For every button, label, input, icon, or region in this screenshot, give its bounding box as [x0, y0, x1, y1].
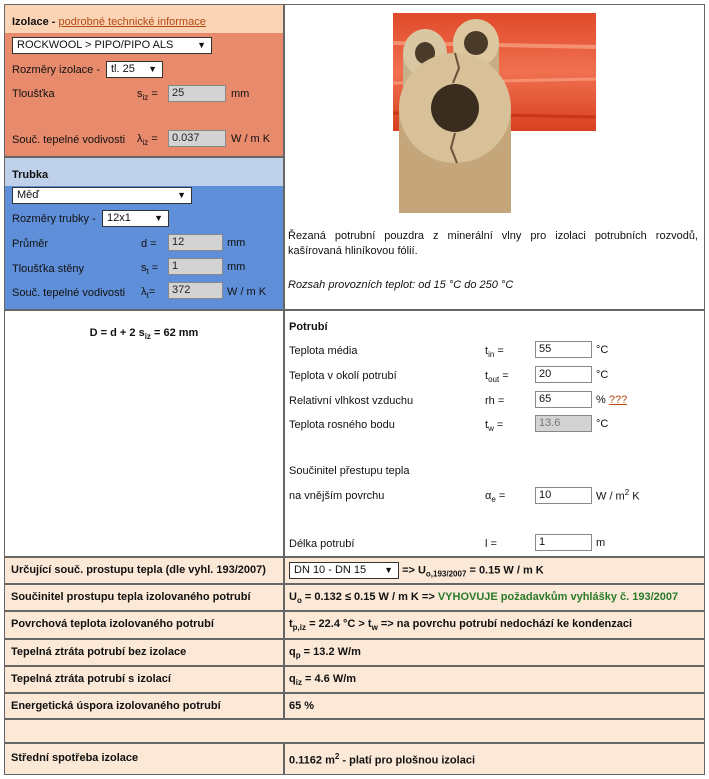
result-value-loss-bare: $q_p = 13.2$ W/m [284, 639, 705, 666]
izolace-panel [4, 4, 284, 157]
delka-input[interactable]: 1 [535, 534, 592, 551]
dn-select[interactable]: DN 10 - DN 15 ▼ [289, 562, 399, 579]
prumer-field: 12 [168, 234, 223, 251]
technical-info-link[interactable]: podrobné technické informace [58, 16, 206, 28]
tloustka-symbol: $s_{iz}$ = [137, 88, 158, 103]
vlhkost-unit: % ??? [596, 394, 628, 406]
result-label-u193: Určující souč. prostupu tepla (dle vyhl. 193/2007) [4, 557, 284, 584]
product-photo [393, 13, 596, 213]
delka-symbol: l = [485, 538, 497, 550]
teplota-okoli-input[interactable]: 20 [535, 366, 592, 383]
trubka-lambda-unit: W / m K [227, 286, 267, 298]
potrubi-panel [284, 310, 705, 557]
result-label-loss-bare: Tepelná ztráta potrubí bez izolace [4, 639, 284, 666]
trubka-lambda-symbol: $\lambda_t=$ [141, 286, 156, 301]
teplota-media-symbol: $t_{in}$ = [485, 345, 504, 360]
izolace-lambda-field: 0.037 [168, 130, 226, 147]
trubka-rozmery-select[interactable]: 12x1 ▼ [102, 210, 169, 227]
result-value-u193: DN 10 - DN 15 ▼ => $U_{o,193/2007} = 0.15$ W / m K [284, 557, 705, 584]
izolace-rozmery-label: Rozměry izolace - [12, 64, 101, 76]
prumer-label: Průměr [12, 238, 49, 250]
prumer-unit: mm [227, 237, 246, 249]
vlhkost-symbol: rh = [485, 395, 505, 407]
teplota-media-unit: °C [596, 344, 609, 356]
rosny-bod-field: 13.6 [535, 415, 592, 432]
tloustka-field: 25 [168, 85, 226, 102]
rosny-bod-symbol: $t_w$ = [485, 419, 504, 434]
prumer-symbol: d = [141, 238, 157, 250]
result-label-uo: Součinitel prostupu tepla izolovaného potrubí [4, 584, 284, 611]
product-select[interactable]: ROCKWOOL > PIPO/PIPO ALS ▼ [12, 37, 212, 54]
result-label-surface-temp: Povrchová teplota izolovaného potrubí [4, 611, 284, 639]
result-label-loss-insulated: Tepelná ztráta potrubí s izolací [4, 666, 284, 693]
result-value-uo: $U_o = 0.132 \le 0.15$ W / m K => VYHOVUJE požadavkům vyhlášky č. 193/2007 [284, 584, 705, 611]
teplota-media-input[interactable]: 55 [535, 341, 592, 358]
result-value-loss-insulated: $q_{iz} = 4.6$ W/m [284, 666, 705, 693]
diameter-panel [4, 310, 284, 557]
teplota-okoli-label: Teplota v okolí potrubí [289, 370, 397, 382]
izolace-lambda-unit: W / m K [231, 133, 271, 145]
rosny-bod-label: Teplota rosného bodu [289, 419, 395, 431]
product-description: Řezaná potrubní pouzdra z minerální vlny pro izolaci potrubních rozvodů, kašírovaná hliníkovou fólií. [288, 230, 698, 257]
result-label-savings: Energetická úspora izolovaného potrubí [4, 693, 284, 719]
result-value-surface-temp: $t_{p,iz} = 22.4$ $^\circ C > t_w$ => na povrchu potrubí nedochází ke kondenzaci [284, 611, 705, 639]
stena-field: 1 [168, 258, 223, 275]
trubka-panel [4, 157, 284, 310]
material-select[interactable]: Měď ▼ [12, 187, 192, 204]
prestup-unit: W / $m^2$ K [596, 488, 640, 503]
result-value-savings: 65 % [284, 693, 705, 719]
izolace-title: Izolace [12, 16, 49, 28]
prestup-label-1: Součinitel přestupu tepla [289, 465, 410, 477]
izolace-header: Izolace - podrobné technické informace [5, 5, 283, 33]
stena-label: Tloušťka stěny [12, 263, 84, 275]
teplota-media-label: Teplota média [289, 345, 358, 357]
product-info-panel [284, 4, 705, 310]
chevron-down-icon: ▼ [154, 213, 163, 223]
stena-unit: mm [227, 261, 246, 273]
trubka-header [5, 158, 283, 186]
trubka-title: Trubka [12, 169, 49, 181]
izolace-lambda-symbol: $\lambda_{iz}$ = [137, 133, 158, 148]
potrubi-title: Potrubí [289, 321, 328, 333]
tloustka-unit: mm [231, 88, 250, 100]
izolace-lambda-label: Souč. tepelné vodivosti [12, 134, 126, 146]
temperature-range: Rozsah provozních teplot: od 15 °C do 250 °C [288, 279, 514, 291]
spacer-row [4, 719, 705, 743]
tloustka-label: Tloušťka [12, 88, 55, 100]
trubka-lambda-field: 372 [168, 282, 223, 299]
result-value-consumption: 0.1162 $m^2$ - platí pro plošnou izolaci [284, 743, 705, 775]
vlhkost-label: Relativní vlhkost vzduchu [289, 395, 414, 407]
outer-diameter-formula: D = d + 2 $s_{iz} = 62$ mm [89, 327, 199, 342]
trubka-lambda-label: Souč. tepelné vodivosti [12, 287, 126, 299]
compliance-status: VYHOVUJE požadavkům vyhlášky č. 193/2007 [437, 591, 679, 603]
vlhkost-help-link[interactable]: ??? [608, 394, 628, 406]
chevron-down-icon: ▼ [384, 565, 393, 575]
chevron-down-icon: ▼ [197, 40, 206, 50]
chevron-down-icon: ▼ [177, 190, 186, 200]
stena-symbol: $s_t$ = [141, 262, 159, 277]
izolace-rozmery-select[interactable]: tl. 25 ▼ [106, 61, 163, 78]
chevron-down-icon: ▼ [148, 64, 157, 74]
trubka-rozmery-label: Rozměry trubky - [12, 213, 96, 225]
delka-unit: m [596, 537, 606, 549]
delka-label: Délka potrubí [289, 538, 355, 550]
prestup-input[interactable]: 10 [535, 487, 592, 504]
prestup-label-2: na vnějším povrchu [289, 490, 385, 502]
vlhkost-input[interactable]: 65 [535, 391, 592, 408]
prestup-symbol: $\alpha_e$ = [485, 490, 506, 505]
teplota-okoli-unit: °C [596, 369, 609, 381]
teplota-okoli-symbol: $t_{out}$ = [485, 370, 509, 385]
rosny-bod-unit: °C [596, 418, 609, 430]
result-label-consumption: Střední spotřeba izolace [4, 743, 284, 775]
